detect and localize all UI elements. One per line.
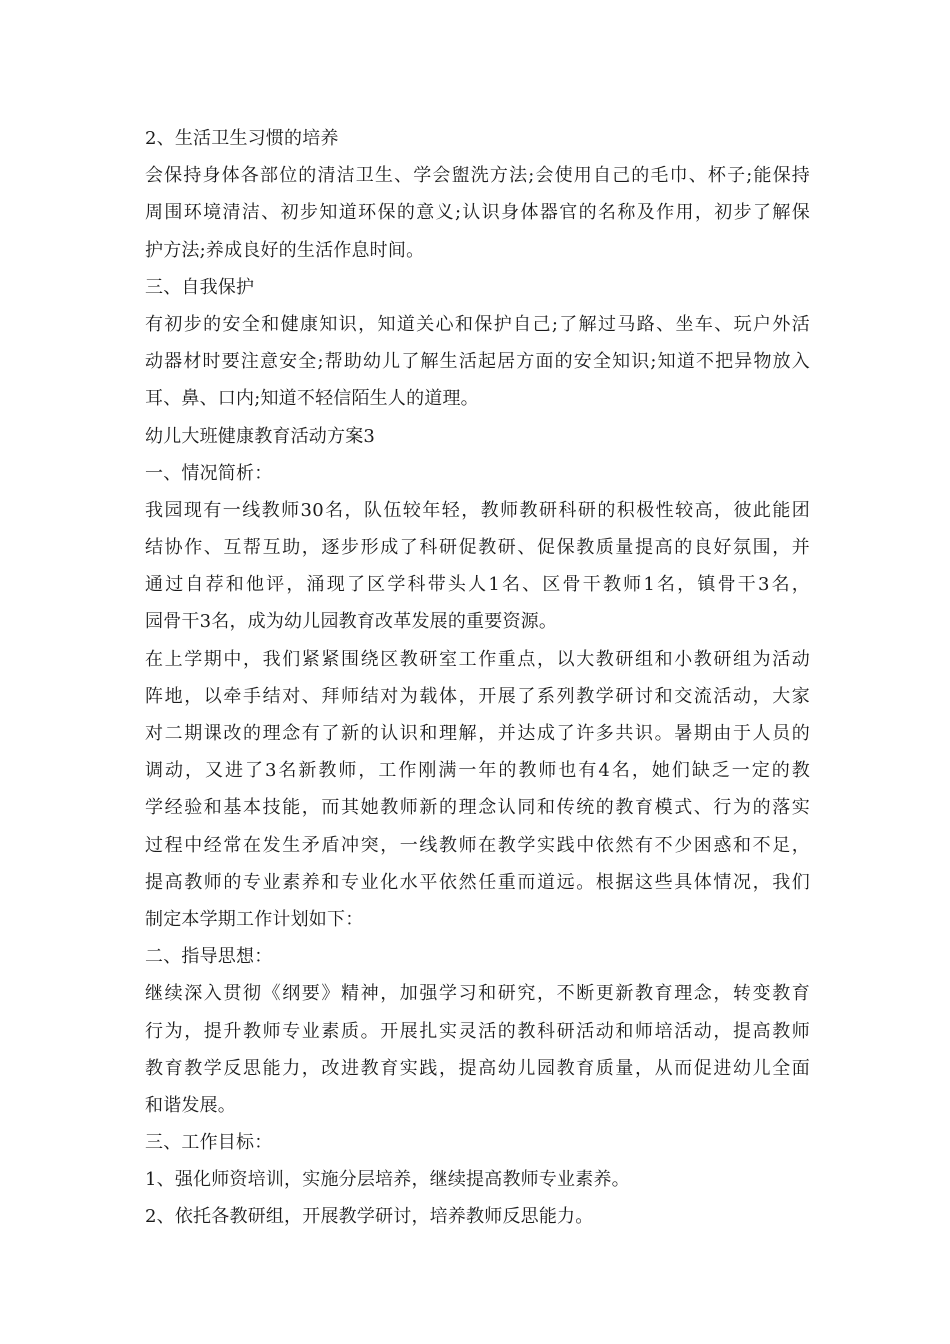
text-line: 通过自荐和他评，涌现了区学科带头人1名、区骨干教师1名，镇骨干3名， xyxy=(145,574,810,596)
text-line: 提高教师的专业素养和专业化水平依然任重而道远。根据这些具体情况，我们 xyxy=(145,871,810,893)
text-line: 护方法;养成良好的生活作息时间。 xyxy=(145,239,425,261)
text-line: 我园现有一线教师30名，队伍较年轻，教师教研科研的积极性较高，彼此能团 xyxy=(145,499,810,521)
text-line: 周围环境清洁、初步知道环保的意义;认识身体器官的名称及作用，初步了解保 xyxy=(145,202,810,224)
text-line: 和谐发展。 xyxy=(145,1094,236,1116)
document-body xyxy=(145,120,810,1236)
text-line: 调动，又进了3名新教师，工作刚满一年的教师也有4名，她们缺乏一定的教 xyxy=(145,760,810,782)
text-line: 动器材时要注意安全;帮助幼儿了解生活起居方面的安全知识;知道不把异物放入 xyxy=(145,351,810,373)
text-line: 幼儿大班健康教育活动方案3 xyxy=(145,425,376,447)
text-line: 二、指导思想： xyxy=(145,946,273,968)
text-line: 阵地，以牵手结对、拜师结对为载体，开展了系列教学研讨和交流活动，大家 xyxy=(145,685,810,707)
text-line: 对二期课改的理念有了新的认识和理解，并达成了许多共识。暑期由于人员的 xyxy=(145,723,810,744)
text-line: 一、情况简析： xyxy=(145,462,273,484)
text-line: 三、工作目标： xyxy=(145,1132,273,1154)
text-line: 过程中经常在发生矛盾冲突，一线教师在教学实践中依然有不少困惑和不足， xyxy=(145,834,810,856)
text-line: 教育教学反思能力，改进教育实践，提高幼儿园教育质量，从而促进幼儿全面 xyxy=(145,1057,810,1079)
text-line: 学经验和基本技能，而其她教师新的理念认同和传统的教育模式、行为的落实 xyxy=(145,797,810,819)
text-line: 会保持身体各部位的清洁卫生、学会盥洗方法;会使用自己的毛巾、杯子;能保持 xyxy=(145,165,810,187)
text-line: 继续深入贯彻《纲要》精神，加强学习和研究，不断更新教育理念，转变教育 xyxy=(145,983,810,1005)
text-line: 三、自我保护 xyxy=(145,276,255,298)
text-line: 园骨干3名，成为幼儿园教育改革发展的重要资源。 xyxy=(145,611,558,633)
text-line: 有初步的安全和健康知识，知道关心和保护自己;了解过马路、坐车、玩户外活 xyxy=(145,313,810,335)
text-line: 在上学期中，我们紧紧围绕区教研室工作重点，以大教研组和小教研组为活动 xyxy=(145,648,810,670)
text-line: 2、依托各教研组，开展教学研讨，培养教师反思能力。 xyxy=(145,1206,594,1228)
text-line: 1、强化师资培训，实施分层培养，继续提高教师专业素养。 xyxy=(145,1169,630,1191)
text-line: 行为，提升教师专业素质。开展扎实灵活的教科研活动和师培活动，提高教师 xyxy=(145,1020,810,1042)
text-line: 结协作、互帮互助，逐步形成了科研促教研、促保教质量提高的良好氛围，并 xyxy=(145,537,810,559)
text-line: 2、生活卫生习惯的培养 xyxy=(145,128,339,149)
text-line: 制定本学期工作计划如下： xyxy=(145,908,364,930)
text-line: 耳、鼻、口内;知道不轻信陌生人的道理。 xyxy=(145,388,479,410)
